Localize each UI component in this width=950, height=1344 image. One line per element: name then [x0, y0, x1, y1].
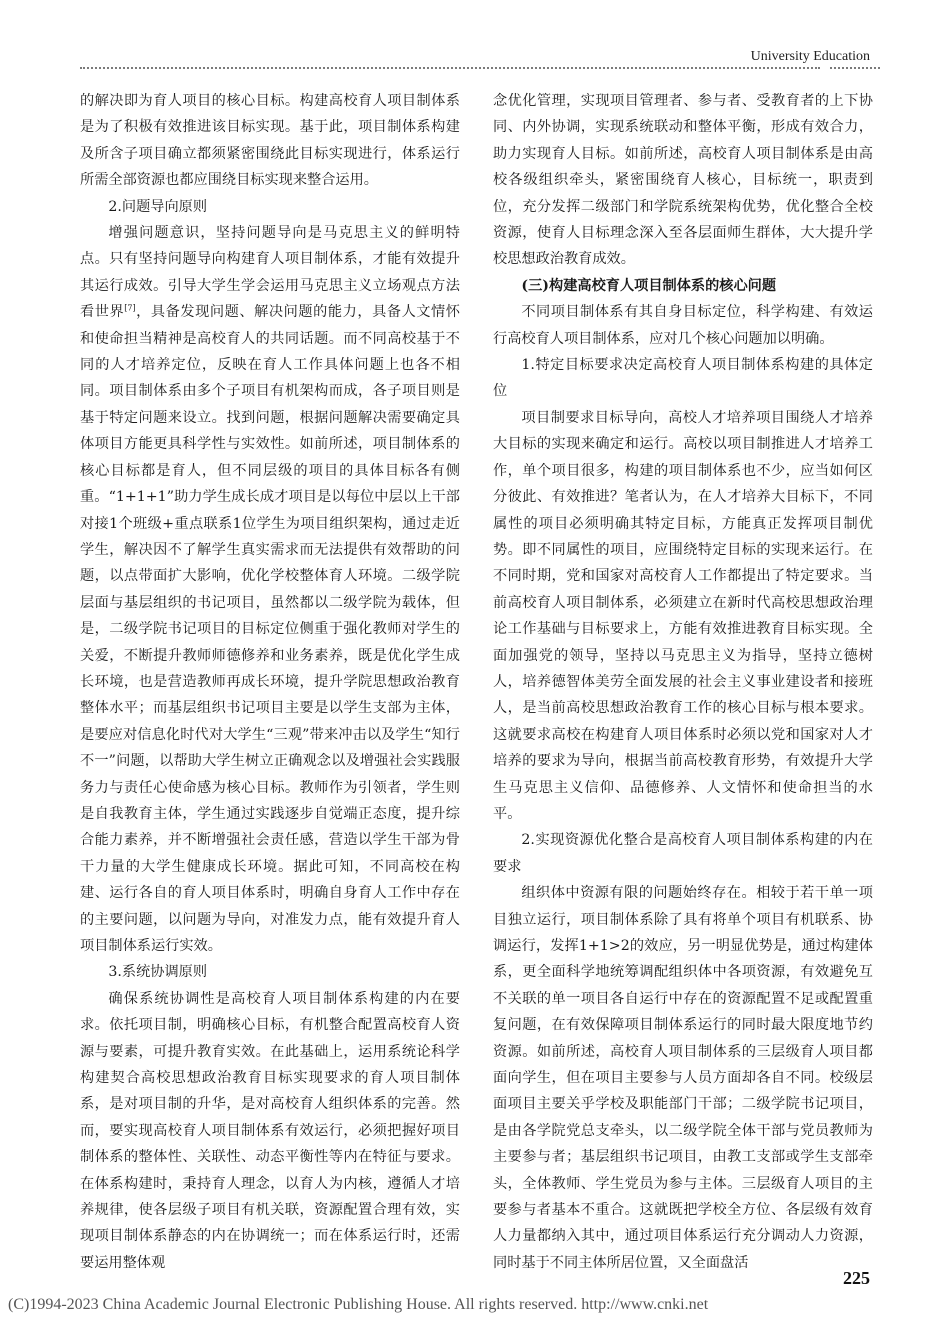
paragraph-text: 增强问题意识，坚持问题导向是马克思主义的鲜明特点。只有坚持问题导向构建育人项目制体系，才能有效提升其运行成效。引导大学生学会运用马克思主义立场观点方法看世界 — [80, 225, 460, 321]
subheading-system-coordination: 3.系统协调原则 — [108, 964, 208, 981]
subheading-specific-goal: 1.特定目标要求决定高校育人项目制体系构建的具体定位 — [493, 357, 873, 400]
left-column — [80, 88, 460, 1276]
section-heading: (三)构建高校育人项目制体系的核心问题 — [521, 277, 777, 294]
copyright-notice: (C)1994-2023 China Academic Journal Electronic Publishing House. All rights reserved. http://www.cnki.net — [8, 1296, 709, 1313]
paragraph: 项目制要求目标导向，高校人才培养项目围绕人才培养大目标的实现来确定和运行。高校以项目制推进人才培养工作，单个项目很多，构建的项目制体系也不少，应当如何区分彼此、有效推进？笔者认为，在人才培养大目标下，不同属性的项目必须明确其特定目标，方能真正发挥项目制优势。即不同属性的项目，应围绕特定目标的实现来运行。在不同时期，党和国家对高校育人工作都提出了特定要求。当前高校育人项目制体系，必须建立在新时代高校思想政治理论工作基础与目标要求上，方能有效推进教育目标实现。全面加强党的领导，坚持以马克思主义为指导，坚持立德树人，培养德智体美劳全面发展的社会主义事业建设者和接班人，是当前高校思想政治教育工作的核心目标与根本要求。这就要求高校在构建育人项目体系时必须以党和国家对人才培养的要求为导向，根据当前高校教育形势，有效提升大学生马克思主义信仰、品德修养、人文情怀和使命担当的水平。 — [493, 409, 873, 822]
subheading-resource-integration: 2.实现资源优化整合是高校育人项目制体系构建的内在要求 — [493, 832, 873, 875]
journal-name: University Education — [750, 49, 870, 64]
right-column — [493, 88, 873, 1276]
paragraph — [80, 220, 460, 959]
paragraph: 不同项目制体系有其自身目标定位，科学构建、有效运行高校育人项目制体系，应对几个核心问题加以明确。 — [493, 304, 873, 347]
page-number: 225 — [843, 1268, 870, 1288]
paragraph-text: ，具备发现问题、解决问题的能力，具备人文情怀和使命担当精神是高校育人的共同话题。而不同高校基于不同的人才培养定位，反映在育人工作具体问题上也各不相同。项目制体系由多个子项目有机架构而成，各子项目则是基于特定问题来设立。找到问题，根据问题解决需要确定具体项目方能更具科学性与实效性。如前所述，项目制体系的核心目标都是育人，但不同层级的项目的具体目标各有侧重。“1+1+1”助力学生成长成才项目是以每位中层以上干部对接1个班级+重点联系1位学生为项目组织架构，通过走近学生，解决因不了解学生真实需求而无法提供有效帮助的问题，以点带面扩大影响，优化学校整体育人环境。二级学院层面与基层组织的书记项目，虽然都以二级学院为载体，但是，二级学院书记项目的目标定位侧重于强化教师对学生的关爱，不断提升教师师德修养和业务素养，既是优化学生成长环境，也是营造教师再成长环境，提升学院思想政治教育整体水平；而基层组织书记项目主要是以学生支部为主体，是要应对信息化时代对大学生“三观”带来冲击以及学生“知行不一”问题，以帮助大学生树立正确观念以及增强社会实践服务力与责任心使命感为核心目标。教师作为引领者，学生则是自我教育主体，学生通过实践逐步自觉端正态度，提升综合能力素养，并不断增强社会责任感，营造以学生干部为骨干力量的大学生健康成长环境。据此可知，不同高校在构建、运行各自的育人项目体系时，明确自身育人工作中存在的主要问题，以问题为导向，对准发力点，能有效提升育人项目制体系运行实效。 — [80, 304, 460, 954]
paragraph: 确保系统协调性是高校育人项目制体系构建的内在要求。依托项目制，明确核心目标，有机整合配置高校育人资源与要素，可提升教育实效。在此基础上，运用系统论科学构建契合高校思想政治教育目标实现要求的育人项目制体系，是对项目制的升华，是对高校育人组织体系的完善。然而，要实现高校育人项目制体系有效运行，必须把握好项目制体系的整体性、关联性、动态平衡性等内在特征与要求。在体系构建时，秉持育人理念，以育人为内核，遵循人才培养规律，使各层级子项目有机关联，资源配置合理有效，实现项目制体系静态的内在协调统一；而在体系运行时，还需要运用整体观 — [80, 990, 460, 1271]
header-dotted-rule-right — [830, 67, 880, 69]
paragraph: 组织体中资源有限的问题始终存在。相较于若干单一项目独立运行，项目制体系除了具有将单个项目有机联系、协调运行，发挥1+1>2的效应，另一明显优势是，通过构建体系，更全面科学地统筹调配组织体中各项资源，有效避免互不关联的单一项目各自运行中存在的资源配置不足或配置重复问题，在有效保障项目制体系运行的同时最大限度地节约资源。如前所述，高校育人项目制体系的三层级育人项目都面向学生，但在项目主要参与人员方面却各自不同。校级层面项目主要关乎学校及职能部门干部；二级学院书记项目，是由各学院党总支牵头，以二级学院全体干部与党员教师为主要参与者；基层组织书记项目，由教工支部或学生支部牵头，全体教师、学生党员为参与主体。三层级育人项目的主要参与者基本不重合。这就既把学校全方位、各层级有效育人力量都纳入其中，通过项目体系运行充分调动人力资源，同时基于不同主体所居位置，又全面盘活 — [493, 885, 873, 1271]
paragraph: 的解决即为育人项目的核心目标。构建高校育人项目制体系是为了积极有效推进该目标实现。基于此，项目制体系构建及所含子项目确立都须紧密围绕此目标实现进行，体系运行所需全部资源也都应围绕目标实现来整合运用。 — [80, 93, 460, 189]
subheading-problem-orientation: 2.问题导向原则 — [108, 198, 208, 215]
header-dotted-rule — [80, 67, 820, 69]
paragraph: 念优化管理，实现项目管理者、参与者、受教育者的上下协同、内外协调，实现系统联动和整体平衡，形成有效合力，助力实现育人目标。如前所述，高校育人项目制体系是由高校各级组织牵头，紧密围绕育人核心，目标统一，职责到位，充分发挥二级部门和学院系统架构优势，优化整合全校资源，使育人目标理念深入至各层面师生群体，大大提升学校思想政治教育成效。 — [493, 93, 873, 268]
reference-marker: [7] — [124, 303, 136, 313]
